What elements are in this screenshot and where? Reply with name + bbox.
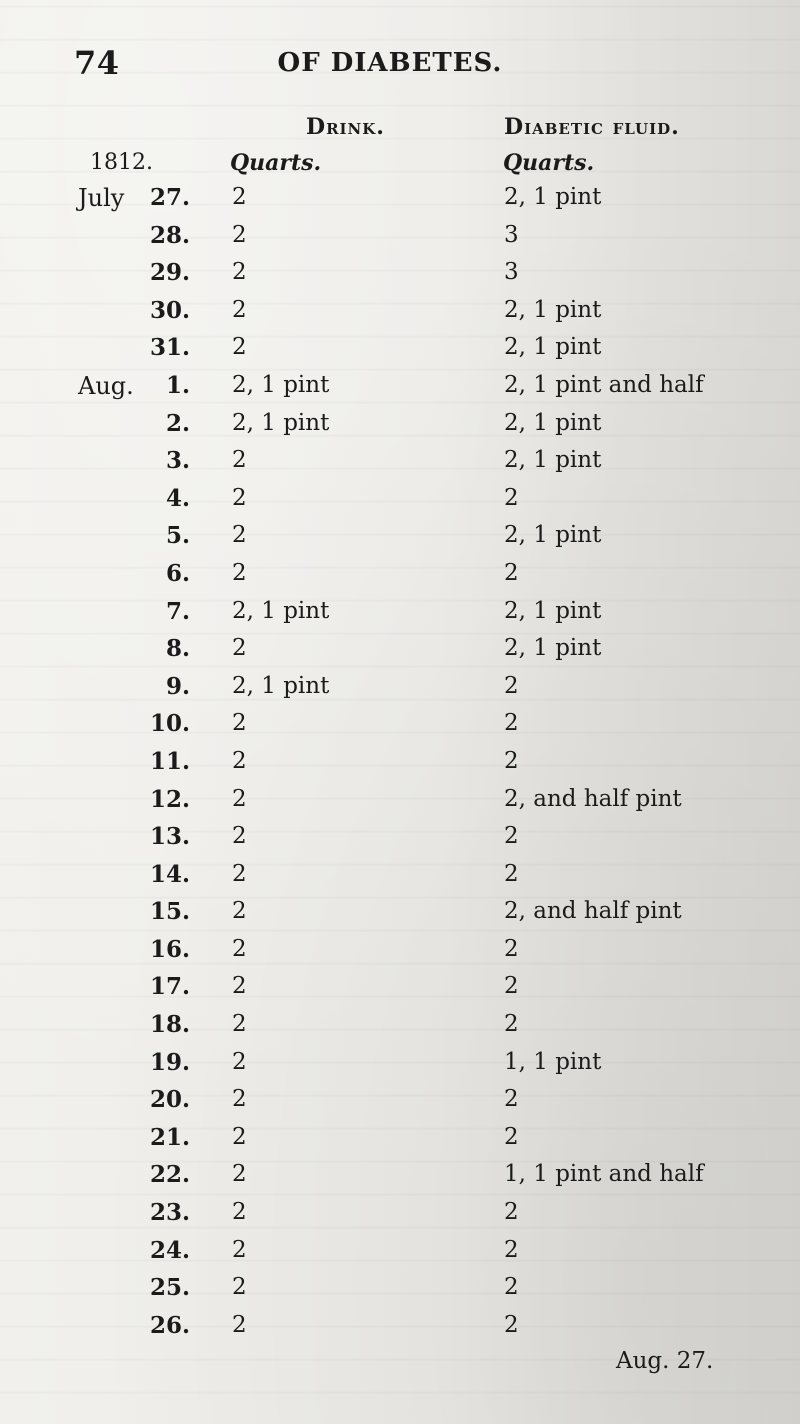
day-cell: 20. bbox=[149, 1086, 190, 1114]
fluid-cell: 2 bbox=[504, 747, 519, 774]
table-row bbox=[0, 218, 800, 256]
table-row bbox=[0, 1082, 800, 1120]
fluid-cell: 2 bbox=[504, 823, 519, 850]
running-head: OF DIABETES. bbox=[277, 48, 503, 78]
drink-cell: 2 bbox=[232, 296, 247, 323]
drink-cell: 2 bbox=[232, 785, 247, 812]
fluid-cell: 2 bbox=[504, 710, 519, 737]
year-label: 1812. bbox=[90, 150, 153, 175]
table-row bbox=[0, 1308, 800, 1346]
drink-cell: 2 bbox=[232, 898, 247, 925]
drink-cell: 2 bbox=[232, 484, 247, 511]
fluid-cell: 2 bbox=[504, 1236, 519, 1263]
page-number: 74 bbox=[74, 44, 120, 82]
drink-cell: 2 bbox=[232, 1161, 247, 1188]
table-row bbox=[0, 969, 800, 1007]
day-cell: 14. bbox=[149, 860, 190, 888]
drink-cell: 2 bbox=[232, 559, 247, 586]
day-cell: 7. bbox=[165, 597, 190, 625]
drink-cell: 2 bbox=[232, 184, 247, 210]
table-row bbox=[0, 782, 800, 820]
day-cell: 15. bbox=[149, 898, 190, 926]
day-cell: 22. bbox=[149, 1161, 190, 1189]
fluid-cell: 2 bbox=[504, 860, 519, 887]
day-cell: 12. bbox=[149, 785, 190, 813]
day-cell: 3. bbox=[165, 447, 190, 475]
day-cell: 31. bbox=[149, 334, 190, 362]
drink-cell: 2, 1 pint bbox=[232, 371, 330, 398]
drink-cell: 2 bbox=[232, 1199, 247, 1226]
table-row bbox=[0, 1195, 800, 1233]
day-cell: 9. bbox=[165, 672, 190, 700]
table-row bbox=[0, 443, 800, 481]
fluid-cell: 2 bbox=[504, 973, 519, 1000]
unit-label-fluid: Quarts. bbox=[503, 150, 595, 176]
drink-cell: 2 bbox=[232, 935, 247, 962]
table-row bbox=[0, 518, 800, 556]
table-row bbox=[0, 293, 800, 331]
day-cell: 11. bbox=[149, 747, 190, 775]
day-cell: 1. bbox=[165, 371, 190, 399]
measurement-table bbox=[0, 180, 800, 1345]
day-cell: 30. bbox=[149, 296, 190, 324]
table-row bbox=[0, 631, 800, 669]
table-row bbox=[0, 706, 800, 744]
day-cell: 4. bbox=[165, 484, 190, 512]
fluid-cell: 2 bbox=[504, 1274, 519, 1301]
day-cell: 8. bbox=[165, 635, 190, 663]
month-cell: July bbox=[78, 184, 125, 212]
fluid-cell: 2 bbox=[504, 1086, 519, 1113]
fluid-cell: 2 bbox=[504, 559, 519, 586]
drink-cell: 2, 1 pint bbox=[232, 597, 330, 624]
table-row bbox=[0, 744, 800, 782]
table-row bbox=[0, 1120, 800, 1158]
footer-date: Aug. 27. bbox=[616, 1348, 714, 1374]
fluid-cell: 2, 1 pint bbox=[504, 334, 602, 361]
table-row bbox=[0, 1270, 800, 1308]
drink-cell: 2 bbox=[232, 259, 247, 286]
table-row bbox=[0, 368, 800, 406]
table-row bbox=[0, 857, 800, 895]
fluid-cell: 2, and half pint bbox=[504, 898, 682, 925]
drink-cell: 2 bbox=[232, 635, 247, 662]
drink-cell: 2 bbox=[232, 860, 247, 887]
fluid-cell: 2, 1 pint bbox=[504, 635, 602, 662]
day-cell: 28. bbox=[149, 221, 190, 249]
drink-cell: 2 bbox=[232, 710, 247, 737]
fluid-cell: 2, 1 pint bbox=[504, 296, 602, 323]
day-cell: 19. bbox=[149, 1048, 190, 1076]
table-row bbox=[0, 819, 800, 857]
day-cell: 10. bbox=[149, 710, 190, 738]
drink-cell: 2 bbox=[232, 1123, 247, 1150]
drink-cell: 2 bbox=[232, 1048, 247, 1075]
drink-cell: 2 bbox=[232, 522, 247, 549]
fluid-cell: 1, 1 pint bbox=[504, 1048, 602, 1075]
fluid-cell: 2, 1 pint bbox=[504, 409, 602, 436]
day-cell: 16. bbox=[149, 935, 190, 963]
day-cell: 18. bbox=[149, 1011, 190, 1039]
fluid-cell: 3 bbox=[504, 259, 519, 286]
drink-cell: 2 bbox=[232, 1311, 247, 1338]
table-row bbox=[0, 255, 800, 293]
fluid-cell: 2, 1 pint and half bbox=[504, 371, 704, 398]
table-row bbox=[0, 1157, 800, 1195]
day-cell: 2. bbox=[165, 409, 190, 437]
month-cell: Aug. bbox=[78, 371, 134, 400]
table-row bbox=[0, 1233, 800, 1271]
day-cell: 21. bbox=[149, 1123, 190, 1151]
table-row bbox=[0, 406, 800, 444]
day-cell: 13. bbox=[149, 823, 190, 851]
day-cell: 6. bbox=[165, 559, 190, 587]
unit-label-drink: Quarts. bbox=[230, 150, 322, 176]
fluid-cell: 2, 1 pint bbox=[504, 447, 602, 474]
column-header-diabetic-fluid: Diabetic fluid. bbox=[504, 114, 680, 140]
drink-cell: 2, 1 pint bbox=[232, 672, 330, 699]
table-row bbox=[0, 556, 800, 594]
fluid-cell: 2 bbox=[504, 1011, 519, 1038]
fluid-cell: 2 bbox=[504, 672, 519, 699]
table-row bbox=[0, 894, 800, 932]
fluid-cell: 2, 1 pint bbox=[504, 522, 602, 549]
fluid-cell: 2 bbox=[504, 484, 519, 511]
table-row bbox=[0, 481, 800, 519]
day-cell: 27. bbox=[149, 184, 190, 211]
fluid-cell: 2, 1 pint bbox=[504, 597, 602, 624]
drink-cell: 2 bbox=[232, 747, 247, 774]
drink-cell: 2, 1 pint bbox=[232, 409, 330, 436]
drink-cell: 2 bbox=[232, 334, 247, 361]
table-row bbox=[0, 1007, 800, 1045]
fluid-cell: 2 bbox=[504, 1199, 519, 1226]
drink-cell: 2 bbox=[232, 1236, 247, 1263]
drink-cell: 2 bbox=[232, 447, 247, 474]
drink-cell: 2 bbox=[232, 1086, 247, 1113]
table-row bbox=[0, 669, 800, 707]
fluid-cell: 1, 1 pint and half bbox=[504, 1161, 704, 1188]
day-cell: 5. bbox=[165, 522, 190, 550]
table-row bbox=[0, 330, 800, 368]
fluid-cell: 3 bbox=[504, 221, 519, 248]
day-cell: 26. bbox=[149, 1311, 190, 1339]
day-cell: 23. bbox=[149, 1199, 190, 1227]
fluid-cell: 2, and half pint bbox=[504, 785, 682, 812]
drink-cell: 2 bbox=[232, 973, 247, 1000]
table-row bbox=[0, 1045, 800, 1083]
day-cell: 29. bbox=[149, 259, 190, 287]
day-cell: 25. bbox=[149, 1274, 190, 1302]
fluid-cell: 2 bbox=[504, 935, 519, 962]
fluid-cell: 2 bbox=[504, 1123, 519, 1150]
day-cell: 17. bbox=[149, 973, 190, 1001]
drink-cell: 2 bbox=[232, 1274, 247, 1301]
drink-cell: 2 bbox=[232, 823, 247, 850]
drink-cell: 2 bbox=[232, 221, 247, 248]
table-row bbox=[0, 932, 800, 970]
fluid-cell: 2 bbox=[504, 1311, 519, 1338]
day-cell: 24. bbox=[149, 1236, 190, 1264]
fluid-cell: 2, 1 pint bbox=[504, 184, 602, 210]
table-row bbox=[0, 594, 800, 632]
column-header-drink: Drink. bbox=[306, 114, 385, 140]
table-row bbox=[0, 180, 800, 218]
drink-cell: 2 bbox=[232, 1011, 247, 1038]
